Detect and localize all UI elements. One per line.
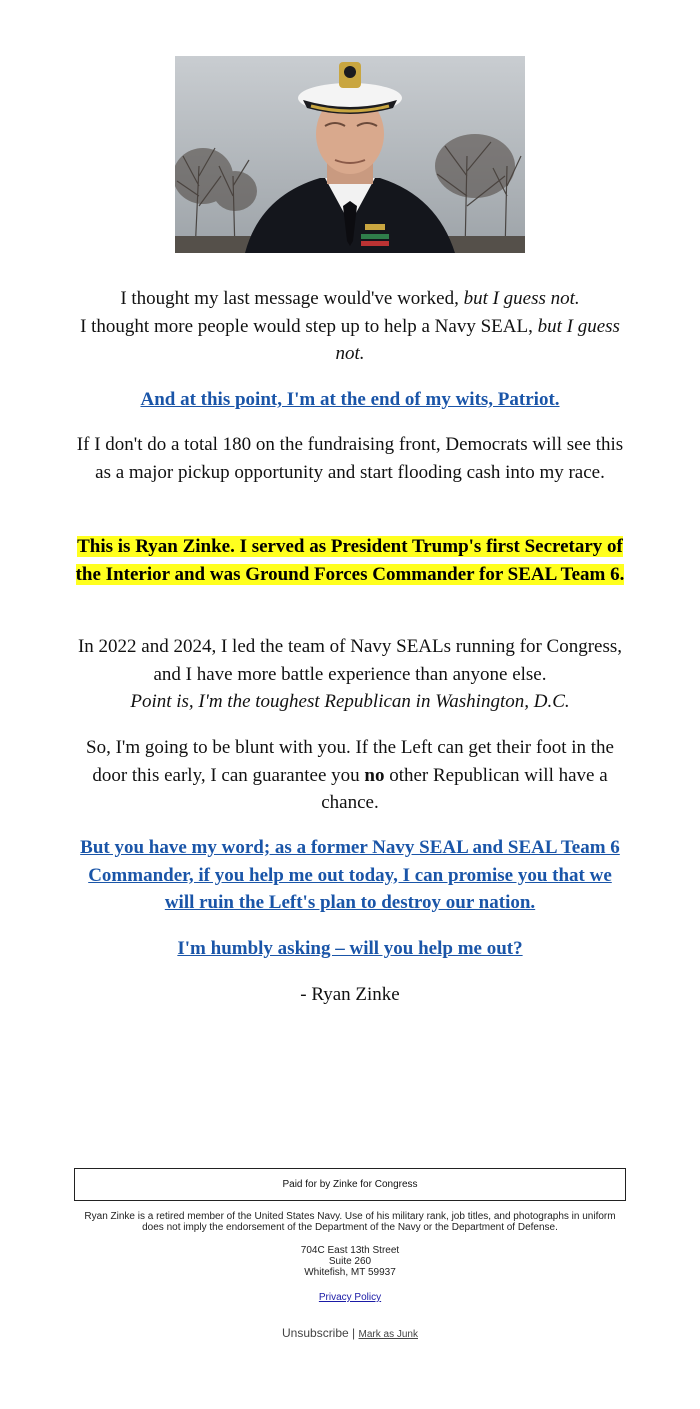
link-paragraph-3 [74,935,626,963]
p1-line1-italic: but I guess not. [463,288,580,309]
experience-text: In 2022 and 2024, I led the team of Navy SEALs running for Congress, and I have more battle experience than anyone else. [77,636,623,685]
toughest-republican-text: Point is, I'm the toughest Republican in Washington, D.C. [130,691,570,712]
blunt-text-before: So, I'm going to be blunt with you. If the Left can get their foot in the door this early, I can guarantee you [86,737,614,786]
p1-line2: I thought more people would step up to help a Navy SEAL, [80,315,538,337]
opening-paragraph [74,285,626,368]
military-disclaimer: Ryan Zinke is a retired member of the United States Navy. Use of his military rank, job titles, and photographs in uniform does not imply the endorsement of the Department of the Navy or the Department of Defense. [84,1211,616,1233]
highlight-paragraph [74,533,626,588]
mark-as-junk-link[interactable]: Mark as Junk [358,1329,418,1340]
signature: - Ryan Zinke [300,984,400,1005]
link-paragraph-1 [74,386,626,414]
intro-highlight: This is Ryan Zinke. I served as President Trump's first Secretary of the Interior and was Ground Forces Commander for SEAL Team 6. [75,536,625,585]
blunt-text-bold: no [364,764,385,786]
mailing-address [74,1245,626,1278]
paid-for-box: Paid for by Zinke for Congress [74,1168,626,1201]
unsubscribe-separator: | [352,1326,356,1340]
blunt-text-after: other Republican will have a chance. [321,764,608,813]
experience-paragraph [74,633,626,716]
address-line-1: 704C East 13th Street [300,1245,400,1256]
end-of-wits-link[interactable]: And at this point, I'm at the end of my wits, Patriot. [140,389,560,410]
officer-portrait-image [175,56,525,253]
p1-line2-italic: but I guess not. [335,315,620,364]
address-line-2: Suite 260 [328,1256,372,1267]
unsubscribe-row [74,1326,626,1340]
privacy-row [74,1292,626,1303]
promise-link[interactable]: But you have my word; as a former Navy SEAL and SEAL Team 6 Commander, if you help me out today, I can promise you that we will ruin the Left's plan to destroy our nation. [80,837,620,913]
unsubscribe-text[interactable]: Unsubscribe [282,1326,349,1340]
blunt-paragraph [74,734,626,817]
address-line-3: Whitefish, MT 59937 [304,1267,396,1278]
privacy-policy-link[interactable]: Privacy Policy [318,1292,382,1303]
hero-photo [175,56,525,253]
link-paragraph-2 [74,834,626,917]
p1-line1: I thought my last message would've worked, [120,288,464,309]
help-me-out-link[interactable]: I'm humbly asking – will you help me out? [177,938,523,959]
fundraising-paragraph: If I don't do a total 180 on the fundraising front, Democrats will see this as a major pickup opportunity and start flooding cash into my race. [76,434,624,483]
